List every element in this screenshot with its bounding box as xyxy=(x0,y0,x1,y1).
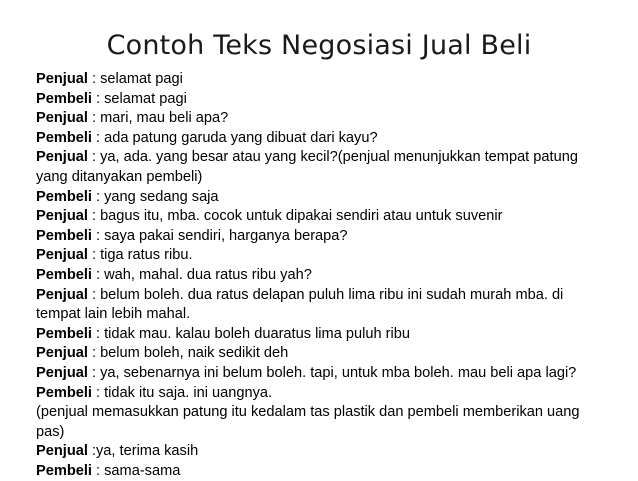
dialogue-line xyxy=(36,384,596,404)
speaker-label: Penjual xyxy=(36,149,88,166)
dialogue-text: : selamat pagi xyxy=(87,71,183,87)
dialogue-line xyxy=(36,286,596,325)
speaker-label: Penjual xyxy=(36,71,88,87)
speaker-label: Pembeli xyxy=(36,188,92,205)
dialogue-text: : sama-sama xyxy=(91,462,181,479)
dialogue-text: : saya pakai sendiri, harganya berapa? xyxy=(91,227,348,244)
dialogue-line xyxy=(36,188,596,208)
dialogue-text: : bagus itu, mba. cocok untuk dipakai sendiri atau untuk suvenir xyxy=(87,208,503,225)
dialogue-text: : tidak mau. kalau boleh duaratus lima puluh ribu xyxy=(91,325,410,342)
dialogue-line xyxy=(36,90,596,110)
speaker-label: Penjual xyxy=(36,208,88,225)
dialogue-text: : selamat pagi xyxy=(91,90,187,107)
dialogue-text: :ya, terima kasih xyxy=(87,443,199,460)
dialogue-text: : tidak itu saja. ini uangnya. xyxy=(91,384,273,401)
dialogue-text: : yang sedang saja xyxy=(91,188,219,205)
dialogue-line xyxy=(36,70,596,90)
dialogue-text: : belum boleh, naik sedikit deh xyxy=(87,345,289,362)
narration-line xyxy=(36,403,596,442)
dialogue-line xyxy=(36,325,596,345)
speaker-label: Penjual xyxy=(36,110,88,127)
speaker-label: Penjual xyxy=(36,247,88,264)
dialogue-line xyxy=(36,442,596,462)
dialogue-line xyxy=(36,246,596,266)
speaker-label: Pembeli xyxy=(36,90,92,107)
dialogue-text: : ya, ada. yang besar atau yang kecil?(penjual menunjukkan tempat patung yang ditanyakan pembeli) xyxy=(36,149,578,185)
dialogue-line xyxy=(36,266,596,286)
speaker-label: Penjual xyxy=(36,443,88,460)
dialogue-line xyxy=(36,109,596,129)
narration-text: (penjual memasukkan patung itu kedalam tas plastik dan pembeli memberikan uang pas) xyxy=(36,404,580,440)
speaker-label: Pembeli xyxy=(36,227,92,244)
dialogue-text: : ya, sebenarnya ini belum boleh. tapi, untuk mba boleh. mau beli apa lagi? xyxy=(87,364,577,381)
dialogue-line xyxy=(36,207,596,227)
dialogue-body xyxy=(36,70,596,481)
speaker-label: Pembeli xyxy=(36,325,92,342)
dialogue-line xyxy=(36,462,596,481)
speaker-label: Pembeli xyxy=(36,462,92,479)
speaker-label: Pembeli xyxy=(36,266,92,283)
speaker-label: Penjual xyxy=(36,286,88,303)
dialogue-text: : tiga ratus ribu. xyxy=(87,247,193,264)
dialogue-line xyxy=(36,344,596,364)
speaker-label: Penjual xyxy=(36,364,88,381)
speaker-label: Pembeli xyxy=(36,384,92,401)
speaker-label: Penjual xyxy=(36,345,88,362)
speaker-label: Pembeli xyxy=(36,129,92,146)
page-title: Contoh Teks Negosiasi Jual Beli xyxy=(106,30,532,61)
dialogue-text: : wah, mahal. dua ratus ribu yah? xyxy=(91,266,312,283)
dialogue-line xyxy=(36,227,596,247)
dialogue-line xyxy=(36,148,596,187)
dialogue-line xyxy=(36,129,596,149)
dialogue-text: : mari, mau beli apa? xyxy=(87,110,229,127)
dialogue-text: : belum boleh. dua ratus delapan puluh lima ribu ini sudah murah mba. di tempat lain lebih mahal. xyxy=(36,286,564,323)
dialogue-line xyxy=(36,364,596,384)
dialogue-text: : ada patung garuda yang dibuat dari kayu? xyxy=(91,129,378,146)
